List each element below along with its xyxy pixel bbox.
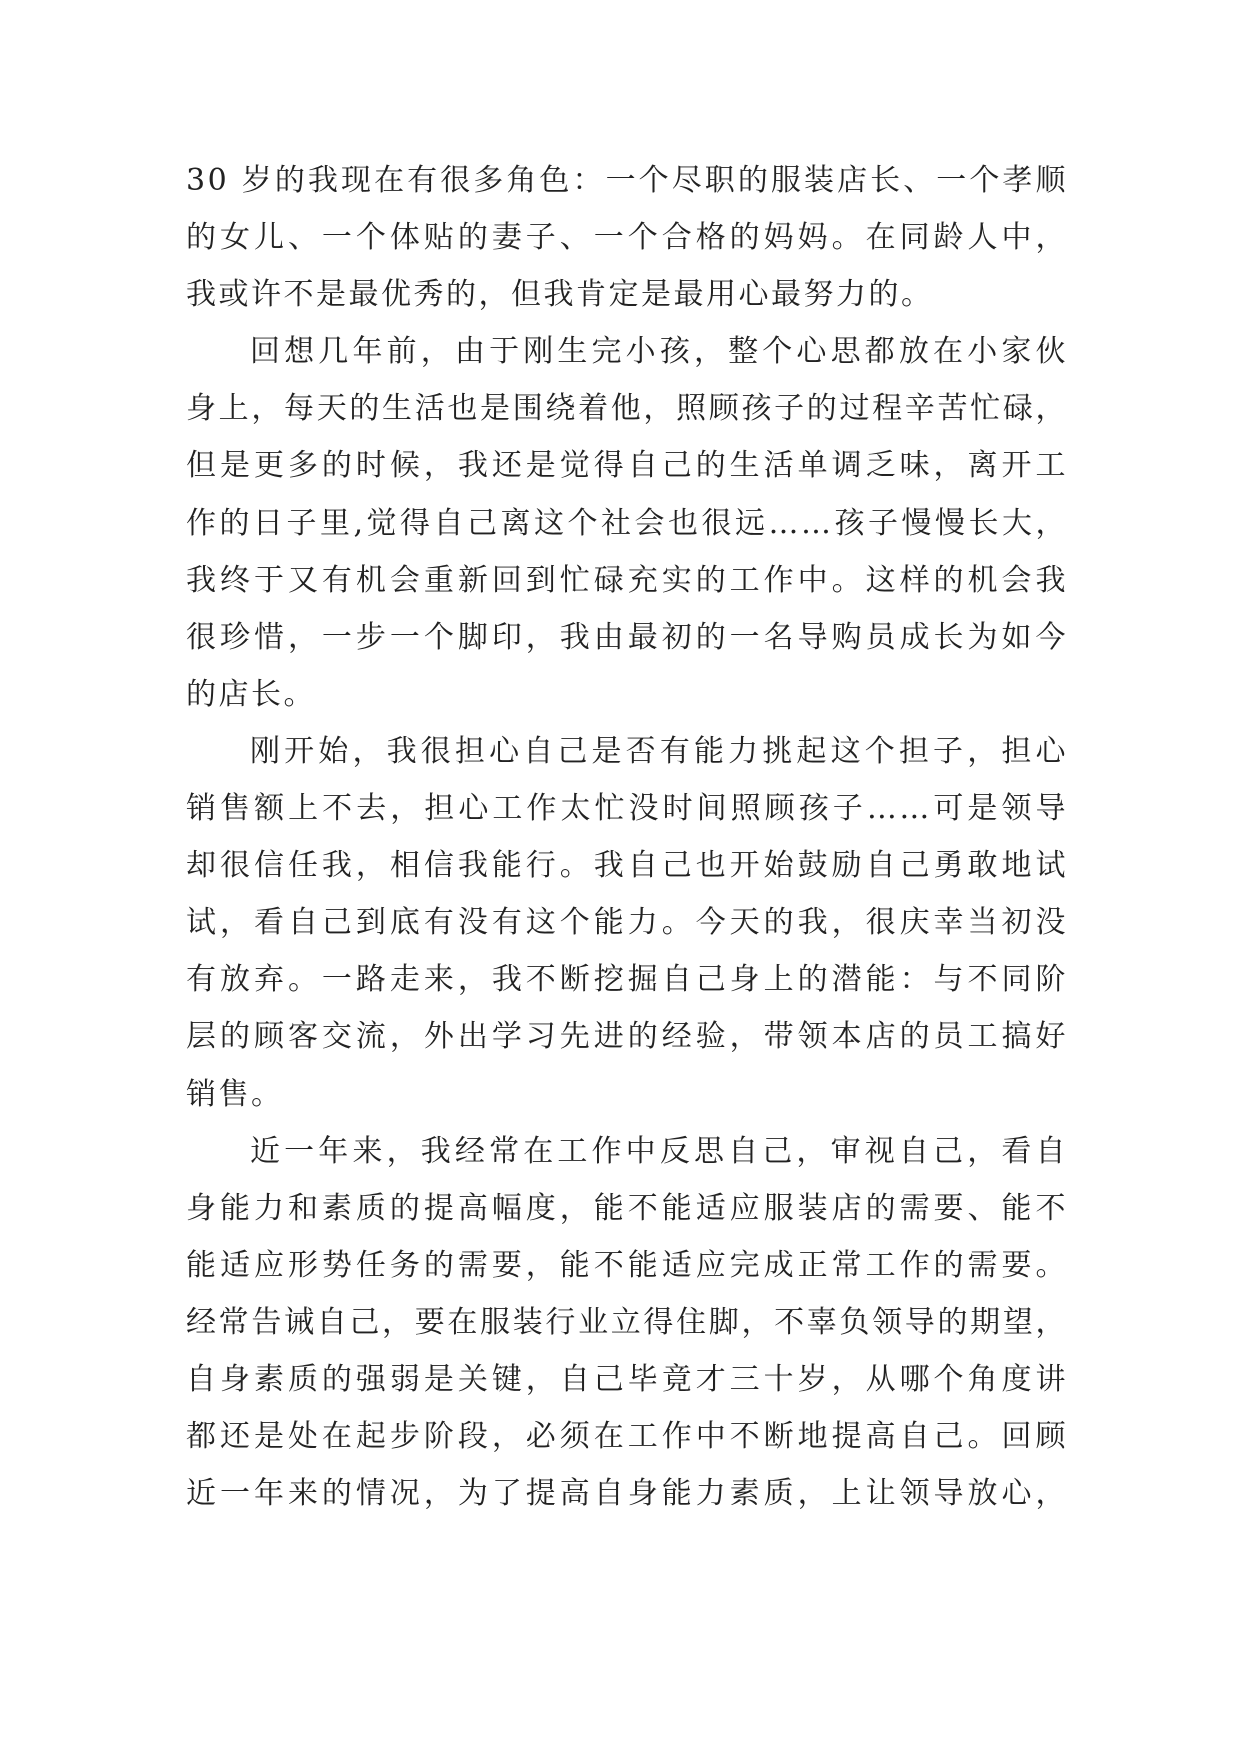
text-line: 近一年来的情况，为了提高自身能力素质，上让领导放心， (186, 1476, 1068, 1512)
text-line: 自身素质的强弱是关键，自己毕竟才三十岁，从哪个角度讲 (186, 1361, 1068, 1397)
text-line: 试，看自己到底有没有这个能力。今天的我，很庆幸当初没 (186, 905, 1068, 941)
text-line: 都还是处在起步阶段，必须在工作中不断地提高自己。回顾 (186, 1419, 1068, 1455)
text-line: 却很信任我，相信我能行。我自己也开始鼓励自己勇敢地试 (186, 848, 1068, 884)
text-line: 近一年来，我经常在工作中反思自己，审视自己，看自 (250, 1133, 1068, 1169)
text-line: 销售额上不去，担心工作太忙没时间照顾孩子……可是领导 (186, 791, 1068, 827)
text-line: 的女儿、一个体贴的妻子、一个合格的妈妈。在同龄人中， (186, 220, 1068, 256)
text-line: 但是更多的时候，我还是觉得自己的生活单调乏味，离开工 (186, 448, 1068, 484)
document-body (186, 152, 1068, 1522)
text-line: 我或许不是最优秀的，但我肯定是最用心最努力的。 (186, 277, 934, 313)
text-line: 层的顾客交流，外出学习先进的经验，带领本店的员工搞好 (186, 1019, 1068, 1055)
text-line: 身能力和素质的提高幅度，能不能适应服装店的需要、能不 (186, 1190, 1068, 1226)
text-line: 我终于又有机会重新回到忙碌充实的工作中。这样的机会我 (186, 562, 1068, 598)
text-line: 的店长。 (186, 676, 316, 712)
text-line: 很珍惜，一步一个脚印，我由最初的一名导购员成长为如今 (186, 619, 1068, 655)
text-line: 能适应形势任务的需要，能不能适应完成正常工作的需要。 (186, 1247, 1068, 1283)
text-line: 销售。 (186, 1076, 284, 1112)
text-line: 经常告诫自己，要在服装行业立得住脚，不辜负领导的期望， (186, 1304, 1068, 1340)
text-line: 30 岁的我现在有很多角色：一个尽职的服装店长、一个孝顺 (186, 163, 1068, 198)
text-line: 刚开始，我很担心自己是否有能力挑起这个担子，担心 (250, 733, 1068, 769)
text-line: 回想几年前，由于刚生完小孩，整个心思都放在小家伙 (250, 334, 1068, 370)
text-line: 有放弃。一路走来，我不断挖掘自己身上的潜能：与不同阶 (186, 962, 1068, 998)
text-line: 作的日子里,觉得自己离这个社会也很远……孩子慢慢长大， (186, 505, 1068, 541)
text-line: 身上，每天的生活也是围绕着他，照顾孩子的过程辛苦忙碌， (186, 391, 1068, 427)
